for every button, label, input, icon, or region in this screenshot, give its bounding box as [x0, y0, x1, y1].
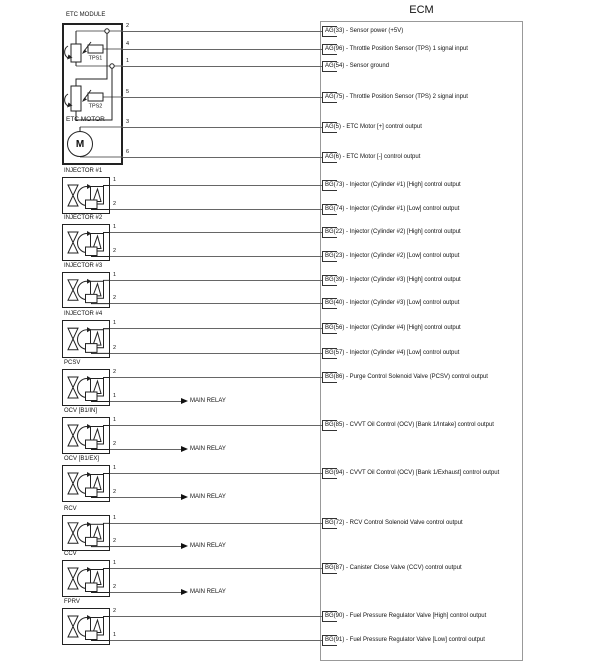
- wire: [109, 303, 322, 304]
- solenoid-valve-icon: [64, 419, 109, 453]
- wire: [109, 280, 322, 281]
- wire: [121, 127, 322, 128]
- pin-number-label: 1: [113, 632, 117, 638]
- pin-number-label: 5: [126, 89, 130, 95]
- ecm-pin-label: BG(74) - Injector (Cylinder #1) [Low] control output: [325, 205, 460, 212]
- ecm-pin-label: BG(87) - Canister Close Valve (CCV) control output: [325, 564, 462, 571]
- ecm-pin-label: BG(23) - Injector (Cylinder #2) [Low] control output: [325, 252, 460, 259]
- ecm-pin-label: BG(40) - Injector (Cylinder #3) [Low] control output: [325, 299, 460, 306]
- pin-number-label: 2: [126, 23, 130, 29]
- svg-text:TPS2: TPS2: [88, 103, 103, 110]
- pin-number-label: 2: [113, 248, 117, 254]
- pin-number-label: 2: [113, 538, 117, 544]
- pin-number-label: 1: [113, 393, 117, 399]
- wire: [121, 66, 322, 67]
- main-relay-arrow: [181, 543, 188, 549]
- wire: [109, 546, 181, 547]
- ecm-pin-label: AG(5) - ETC Motor [+] control output: [325, 123, 422, 130]
- ecm-pin-label: AG(54) - Sensor ground: [325, 62, 390, 69]
- wire: [109, 377, 322, 378]
- pin-number-label: 1: [113, 224, 117, 230]
- component-label: PCSV: [64, 360, 81, 366]
- pin-number-label: 2: [113, 608, 117, 614]
- ecm-title: ECM: [409, 4, 434, 16]
- pin-number-label: 1: [113, 465, 117, 471]
- wire: [109, 256, 322, 257]
- solenoid-valve-icon: [64, 517, 109, 550]
- main-relay-arrow: [181, 494, 188, 500]
- pin-number-label: 3: [126, 119, 130, 125]
- pin-number-label: 4: [126, 41, 130, 47]
- component-label: FPRV: [64, 599, 80, 605]
- pin-number-label: 1: [113, 272, 117, 278]
- wire: [109, 473, 322, 474]
- wire: [109, 592, 181, 593]
- component-label: INJECTOR #4: [64, 311, 103, 317]
- component-label: INJECTOR #2: [64, 215, 103, 221]
- ecm-pin-label: BG(57) - Injector (Cylinder #4) [Low] control output: [325, 349, 460, 356]
- wire: [109, 616, 322, 617]
- etc-module-label: ETC MODULE: [66, 12, 106, 18]
- solenoid-valve-icon: [64, 610, 109, 644]
- ecm-pin-label: AG(96) - Throttle Position Sensor (TPS) 1 signal input: [325, 45, 468, 52]
- main-relay-label: MAIN RELAY: [190, 446, 226, 452]
- wire: [109, 640, 322, 641]
- ecm-pin-label: BG(86) - Purge Control Solenoid Valve (PCSV) control output: [325, 373, 488, 380]
- ecm-pin-label: BG(91) - Fuel Pressure Regulator Valve [Low] control output: [325, 636, 485, 643]
- pin-number-label: 2: [113, 441, 117, 447]
- wire: [109, 449, 181, 450]
- solenoid-valve-icon: [64, 179, 109, 213]
- wire: [109, 209, 322, 210]
- wire: [109, 353, 322, 354]
- main-relay-arrow: [181, 589, 188, 595]
- wire: [121, 49, 322, 50]
- pin-number-label: 2: [113, 369, 117, 375]
- ecm-pin-label: BG(94) - CVVT Oil Control (OCV) [Bank 1/Exhaust] control output: [325, 469, 500, 476]
- wire: [121, 31, 322, 32]
- pin-number-label: 2: [113, 345, 117, 351]
- ecm-pin-label: AG(33) - Sensor power (+5V): [325, 27, 404, 34]
- wire: [109, 425, 322, 426]
- pin-number-label: 1: [113, 177, 117, 183]
- component-label: CCV: [64, 551, 77, 557]
- main-relay-label: MAIN RELAY: [190, 494, 226, 500]
- wire: [109, 328, 322, 329]
- pin-number-label: 1: [113, 320, 117, 326]
- ecm-pin-label: BG(72) - RCV Control Solenoid Valve control output: [325, 519, 463, 526]
- component-label: RCV: [64, 506, 77, 512]
- pin-number-label: 2: [113, 201, 117, 207]
- motor-icon: M: [67, 131, 93, 157]
- wire: [109, 523, 322, 524]
- main-relay-label: MAIN RELAY: [190, 543, 226, 549]
- pin-number-label: 1: [126, 58, 130, 64]
- solenoid-valve-icon: [64, 371, 109, 405]
- wire: [109, 185, 322, 186]
- ecm-pin-label: BG(85) - CVVT Oil Control (OCV) [Bank 1/Intake] control output: [325, 421, 494, 428]
- pin-number-label: 2: [113, 584, 117, 590]
- wire: [109, 497, 181, 498]
- main-relay-arrow: [181, 446, 188, 452]
- solenoid-valve-icon: [64, 322, 109, 357]
- component-label: OCV [B1/EX]: [64, 456, 100, 462]
- ecm-pin-label: AG(6) - ETC Motor [-] control output: [325, 153, 421, 160]
- solenoid-valve-icon: [64, 562, 109, 596]
- pin-number-label: 1: [113, 560, 117, 566]
- component-label: INJECTOR #1: [64, 168, 103, 174]
- pin-number-label: 6: [126, 149, 130, 155]
- component-label: INJECTOR #3: [64, 263, 103, 269]
- pin-number-label: 1: [113, 515, 117, 521]
- ecm-pin-label: BG(73) - Injector (Cylinder #1) [High] control output: [325, 181, 461, 188]
- main-relay-label: MAIN RELAY: [190, 589, 226, 595]
- solenoid-valve-icon: [64, 274, 109, 307]
- main-relay-label: MAIN RELAY: [190, 398, 226, 404]
- pin-number-label: 2: [113, 489, 117, 495]
- component-label: OCV [B1/IN]: [64, 408, 98, 414]
- svg-text:TPS1: TPS1: [88, 55, 103, 62]
- solenoid-valve-icon: [64, 467, 109, 501]
- ecm-pin-label: BG(22) - Injector (Cylinder #2) [High] control output: [325, 228, 461, 235]
- ecm-pin-label: BG(56) - Injector (Cylinder #4) [High] control output: [325, 324, 461, 331]
- pin-number-label: 2: [113, 295, 117, 301]
- pin-number-label: 1: [113, 417, 117, 423]
- main-relay-arrow: [181, 398, 188, 404]
- ecm-pin-label: AG(75) - Throttle Position Sensor (TPS) 2 signal input: [325, 93, 468, 100]
- ecm-pin-label: BG(90) - Fuel Pressure Regulator Valve [High] control output: [325, 612, 487, 619]
- ecm-pin-label: BG(39) - Injector (Cylinder #3) [High] control output: [325, 276, 461, 283]
- etc-motor-label: ETC MOTOR: [66, 116, 105, 123]
- wire: [109, 568, 322, 569]
- wire: [109, 232, 322, 233]
- wire: [109, 401, 181, 402]
- wire: [121, 97, 322, 98]
- solenoid-valve-icon: [64, 226, 109, 260]
- wire: [121, 157, 322, 158]
